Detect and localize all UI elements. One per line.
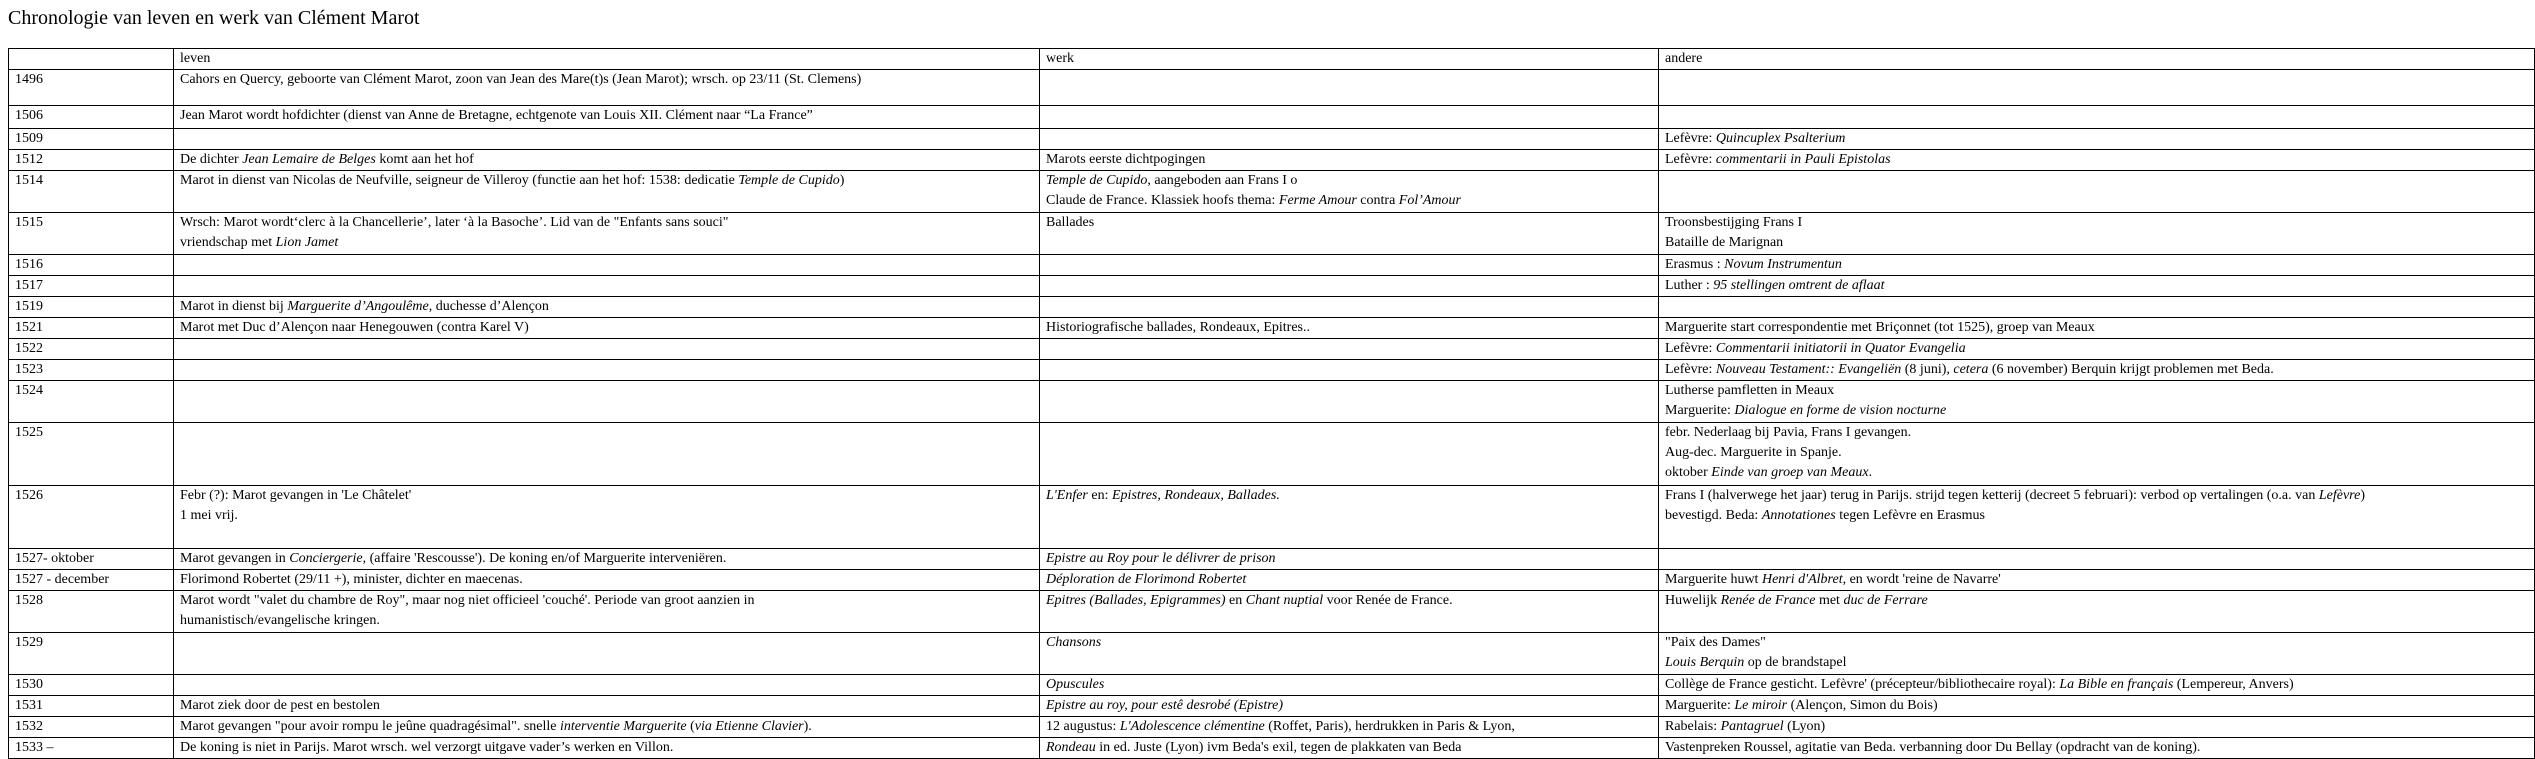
leven-cell bbox=[174, 297, 1040, 318]
werk-cell bbox=[1040, 423, 1659, 486]
text-run: ) bbox=[2360, 488, 2365, 503]
werk-cell bbox=[1040, 318, 1659, 339]
italic-text: Epistre au roy, pour estê desrobé (Epistre) bbox=[1046, 698, 1284, 713]
cell-line bbox=[1046, 591, 1652, 611]
werk-cell bbox=[1040, 106, 1659, 129]
year-cell: 1506 bbox=[9, 106, 174, 129]
werk-cell bbox=[1040, 591, 1659, 633]
cell-line bbox=[1665, 381, 2528, 401]
cell-line bbox=[1046, 150, 1652, 170]
year-cell: 1519 bbox=[9, 297, 174, 318]
cell-line bbox=[1665, 486, 2528, 506]
text-run: Marot gevangen "pour avoir rompu le jeûne quadragésimal". snelle bbox=[180, 719, 560, 734]
table-row bbox=[9, 423, 2535, 486]
text-run: Marguerite: bbox=[1665, 698, 1735, 713]
year-cell: 1527- oktober bbox=[9, 549, 174, 570]
table-row bbox=[9, 255, 2535, 276]
leven-cell bbox=[174, 570, 1040, 591]
text-run: Frans I (halverwege het jaar) terug in Parijs. strijd tegen ketterij (decreet 5 februari): verbod op vertalingen (o.a. van bbox=[1665, 488, 2319, 503]
year-cell: 1521 bbox=[9, 318, 174, 339]
leven-cell bbox=[174, 486, 1040, 549]
year-cell: 1517 bbox=[9, 276, 174, 297]
andere-cell bbox=[1659, 171, 2535, 213]
cell-line bbox=[180, 570, 1033, 590]
table-row bbox=[9, 570, 2535, 591]
italic-text: Commentarii initiatorii in Quator Evangelia bbox=[1715, 341, 1966, 356]
text-run: Lutherse pamfletten in Meaux bbox=[1665, 383, 1835, 398]
italic-text: interventie Marguerite bbox=[559, 719, 687, 734]
table-row bbox=[9, 70, 2535, 106]
cell-line bbox=[180, 297, 1033, 317]
leven-cell bbox=[174, 318, 1040, 339]
cell-line bbox=[180, 696, 1033, 716]
text-run: (6 november) Berquin krijgt problemen met Beda. bbox=[1988, 362, 2274, 377]
text-run: Marguerite start correspondentie met Briçonnet (tot 1525), groep van Meaux bbox=[1665, 320, 2095, 335]
cell-line bbox=[1046, 570, 1652, 590]
year-cell: 1524 bbox=[9, 381, 174, 423]
cell-line bbox=[180, 486, 1033, 506]
leven-cell bbox=[174, 360, 1040, 381]
italic-text: Epistre au Roy pour le délivrer de prison bbox=[1046, 551, 1276, 566]
werk-cell bbox=[1040, 276, 1659, 297]
table-row bbox=[9, 549, 2535, 570]
werk-cell bbox=[1040, 297, 1659, 318]
leven-cell bbox=[174, 106, 1040, 129]
cell-line bbox=[1665, 591, 2528, 611]
leven-cell bbox=[174, 213, 1040, 255]
cell-line bbox=[1665, 653, 2528, 673]
italic-text: Henri d'Albret bbox=[1761, 572, 1843, 587]
text-run: De koning is niet in Parijs. Marot wrsch. wel verzorgt uitgave vader’s werken en Villon. bbox=[180, 740, 674, 755]
text-run: Marot in dienst bij bbox=[180, 299, 288, 314]
werk-cell bbox=[1040, 549, 1659, 570]
year-cell: 1527 - december bbox=[9, 570, 174, 591]
cell-line bbox=[1665, 233, 2528, 253]
text-run: (Lempereur, Anvers) bbox=[2173, 677, 2294, 692]
year-cell: 1516 bbox=[9, 255, 174, 276]
text-run: met bbox=[1815, 593, 1844, 608]
italic-text: Lion Jamet bbox=[275, 235, 339, 250]
text-run: Marot wordt "valet du chambre de Roy", maar nog niet officieel 'couché'. Periode van groot aanzien in bbox=[180, 593, 755, 608]
leven-cell bbox=[174, 339, 1040, 360]
text-run: Marot met Duc d’Alençon naar Henegouwen (contra Karel V) bbox=[180, 320, 529, 335]
text-run: , en wordt 'reine de Navarre' bbox=[1842, 572, 2001, 587]
text-run: Huwelijk bbox=[1665, 593, 1721, 608]
text-run: bevestigd. Beda: bbox=[1665, 508, 1762, 523]
andere-cell bbox=[1659, 423, 2535, 486]
text-run: 12 augustus: bbox=[1046, 719, 1120, 734]
cell-line bbox=[1665, 213, 2528, 233]
italic-text: Einde van groep van Meaux bbox=[1711, 465, 1869, 480]
table-row bbox=[9, 129, 2535, 150]
italic-text: Ferme Amour bbox=[1278, 193, 1357, 208]
leven-cell bbox=[174, 633, 1040, 675]
andere-cell bbox=[1659, 738, 2535, 759]
werk-cell bbox=[1040, 486, 1659, 549]
cell-line bbox=[1046, 486, 1652, 506]
cell-line bbox=[180, 591, 1033, 611]
text-run: Febr (?): Marot gevangen in 'Le Châtelet' bbox=[180, 488, 412, 503]
table-row bbox=[9, 738, 2535, 759]
italic-text: Chant nuptial bbox=[1245, 593, 1324, 608]
cell-line bbox=[1665, 738, 2528, 758]
leven-cell bbox=[174, 423, 1040, 486]
italic-text: La Bible en français bbox=[2059, 677, 2174, 692]
text-run: Lefèvre: bbox=[1665, 152, 1716, 167]
table-row bbox=[9, 171, 2535, 213]
text-run: Vastenpreken Roussel, agitatie van Beda. verbanning door Du Bellay (opdracht van de koning). bbox=[1665, 740, 2201, 755]
italic-text: Opuscules bbox=[1046, 677, 1105, 692]
italic-text: Chansons bbox=[1046, 635, 1102, 650]
italic-text: Louis Berquin bbox=[1665, 655, 1745, 670]
italic-text: Epitres (Ballades, Epigrammes) bbox=[1046, 593, 1226, 608]
italic-text: Annotationes bbox=[1761, 508, 1836, 523]
italic-text: via Etienne Clavier bbox=[694, 719, 804, 734]
cell-line bbox=[180, 171, 1033, 191]
cell-line bbox=[1665, 401, 2528, 421]
cell-line bbox=[1665, 443, 2528, 463]
chronology-table bbox=[8, 48, 2535, 759]
text-run: Historiografische ballades, Rondeaux, Epitres.. bbox=[1046, 320, 1310, 335]
cell-line bbox=[1665, 276, 2528, 296]
year-cell: 1531 bbox=[9, 696, 174, 717]
text-run: Wrsch: Marot wordt‘clerc à la Chancellerie’, later ‘à la Basoche’. Lid van de "Enfants sans souci" bbox=[180, 215, 729, 230]
cell-line bbox=[1046, 318, 1652, 338]
year-cell: 1529 bbox=[9, 633, 174, 675]
table-row bbox=[9, 696, 2535, 717]
cell-line bbox=[1046, 191, 1652, 211]
text-run: Erasmus : bbox=[1665, 257, 1725, 272]
cell-line bbox=[1665, 463, 2528, 483]
text-run: , aangeboden aan Frans I o bbox=[1147, 173, 1298, 188]
andere-cell bbox=[1659, 381, 2535, 423]
table-row bbox=[9, 633, 2535, 675]
italic-text: Jean Lemaire de Belges bbox=[242, 152, 376, 167]
cell-line bbox=[180, 738, 1033, 758]
table-row bbox=[9, 486, 2535, 549]
italic-text: Nouveau Testament:: Evangeliën bbox=[1715, 362, 1902, 377]
andere-cell bbox=[1659, 339, 2535, 360]
text-run: Luther : bbox=[1665, 278, 1714, 293]
italic-text: L'Adolescence clémentine bbox=[1119, 719, 1265, 734]
year-cell: 1530 bbox=[9, 675, 174, 696]
text-run: Marguerite huwt bbox=[1665, 572, 1762, 587]
cell-line bbox=[180, 611, 1033, 631]
italic-text: Temple de Cupido bbox=[1046, 173, 1148, 188]
italic-text: L'Enfer bbox=[1046, 488, 1088, 503]
year-cell: 1514 bbox=[9, 171, 174, 213]
italic-text: Lefèvre bbox=[2318, 488, 2361, 503]
text-run: Claude de France. Klassiek hoofs thema: bbox=[1046, 193, 1279, 208]
andere-cell bbox=[1659, 486, 2535, 549]
cell-line bbox=[1046, 633, 1652, 653]
year-cell: 1533 – bbox=[9, 738, 174, 759]
year-cell: 1525 bbox=[9, 423, 174, 486]
cell-line bbox=[1046, 675, 1652, 695]
leven-cell bbox=[174, 255, 1040, 276]
italic-text: Le miroir bbox=[1734, 698, 1788, 713]
year-cell: 1496 bbox=[9, 70, 174, 106]
andere-cell bbox=[1659, 549, 2535, 570]
andere-cell bbox=[1659, 255, 2535, 276]
italic-text: Fol’Amour bbox=[1398, 193, 1461, 208]
text-run: ) bbox=[839, 173, 845, 188]
cell-line bbox=[180, 506, 1033, 526]
italic-text: Renée de France bbox=[1720, 593, 1816, 608]
andere-cell bbox=[1659, 318, 2535, 339]
text-run: Marots eerste dichtpogingen bbox=[1046, 152, 1206, 167]
cell-line bbox=[1665, 423, 2528, 443]
text-run: De dichter bbox=[180, 152, 243, 167]
text-run: febr. Nederlaag bij Pavia, Frans I gevangen. bbox=[1665, 425, 1912, 440]
cell-line bbox=[1665, 150, 2528, 170]
cell-line bbox=[180, 150, 1033, 170]
header-year bbox=[9, 49, 174, 70]
table-row bbox=[9, 717, 2535, 738]
text-run: 1 mei vrij. bbox=[180, 508, 238, 523]
text-run: tegen Lefèvre en Erasmus bbox=[1835, 508, 1985, 523]
text-run: Marguerite: bbox=[1665, 403, 1735, 418]
text-run: Jean Marot wordt hofdichter (dienst van Anne de Bretagne, echtgenote van Louis XII. Clément naar “La France” bbox=[180, 108, 813, 123]
text-run: en bbox=[1225, 593, 1246, 608]
table-row bbox=[9, 318, 2535, 339]
cell-line bbox=[1665, 318, 2528, 338]
cell-line bbox=[1046, 171, 1652, 191]
leven-cell bbox=[174, 129, 1040, 150]
werk-cell bbox=[1040, 339, 1659, 360]
text-run: Cahors en Quercy, geboorte van Clément Marot, zoon van Jean des Mare(t)s (Jean Marot); wrsch. op 23/11 (St. Clemens) bbox=[180, 72, 862, 87]
cell-line bbox=[180, 213, 1033, 233]
cell-line bbox=[180, 70, 1033, 90]
leven-cell bbox=[174, 738, 1040, 759]
text-run: "Paix des Dames" bbox=[1665, 635, 1766, 650]
cell-line bbox=[1665, 633, 2528, 653]
leven-cell bbox=[174, 717, 1040, 738]
cell-line bbox=[1665, 255, 2528, 275]
italic-text: Quincuplex Psalterium bbox=[1715, 131, 1846, 146]
year-cell: 1515 bbox=[9, 213, 174, 255]
text-run: komt aan het hof bbox=[375, 152, 474, 167]
text-run: Aug-dec. Marguerite in Spanje. bbox=[1665, 445, 1842, 460]
italic-text: Rondeau bbox=[1046, 740, 1096, 755]
leven-cell bbox=[174, 70, 1040, 106]
leven-cell bbox=[174, 150, 1040, 171]
cell-line bbox=[1665, 360, 2528, 380]
text-run: humanistisch/evangelische kringen. bbox=[180, 613, 380, 628]
cell-line bbox=[180, 318, 1033, 338]
cell-line bbox=[180, 106, 1033, 126]
text-run: (Roffet, Paris), herdrukken in Paris & Lyon, bbox=[1264, 719, 1515, 734]
werk-cell bbox=[1040, 70, 1659, 106]
cell-line bbox=[1665, 570, 2528, 590]
andere-cell bbox=[1659, 150, 2535, 171]
text-run: Lefèvre: bbox=[1665, 131, 1716, 146]
italic-text: Déploration de Florimond Robertet bbox=[1046, 572, 1247, 587]
text-run: Rabelais: bbox=[1665, 719, 1721, 734]
text-run: , (affaire 'Rescousse'). De koning en/of Marguerite interveniëren. bbox=[362, 551, 727, 566]
leven-cell bbox=[174, 591, 1040, 633]
andere-cell bbox=[1659, 129, 2535, 150]
italic-text: Dialogue en forme de vision nocturne bbox=[1734, 403, 1947, 418]
header-row bbox=[9, 49, 2535, 70]
italic-text: commentarii in Pauli Epistolas bbox=[1715, 152, 1891, 167]
andere-cell bbox=[1659, 360, 2535, 381]
table-row bbox=[9, 150, 2535, 171]
werk-cell bbox=[1040, 150, 1659, 171]
italic-text: Novum Instrumentun bbox=[1724, 257, 1842, 272]
cell-line bbox=[1665, 717, 2528, 737]
cell-line bbox=[1046, 696, 1652, 716]
cell-line bbox=[1665, 129, 2528, 149]
text-run: Collège de France gesticht. Lefèvre' (précepteur/bibliothecaire royal): bbox=[1665, 677, 2060, 692]
text-run: Bataille de Marignan bbox=[1665, 235, 1784, 250]
text-run: , duchesse d’Alençon bbox=[428, 299, 549, 314]
andere-cell bbox=[1659, 276, 2535, 297]
text-run: Marot gevangen in bbox=[180, 551, 290, 566]
text-run: Marot ziek door de pest en bestolen bbox=[180, 698, 380, 713]
werk-cell bbox=[1040, 213, 1659, 255]
werk-cell bbox=[1040, 738, 1659, 759]
cell-line bbox=[1665, 339, 2528, 359]
leven-cell bbox=[174, 381, 1040, 423]
cell-line bbox=[1046, 213, 1652, 233]
text-run: Marot in dienst van Nicolas de Neufville, seigneur de Villeroy (functie aan het hof: 1538: dedicatie bbox=[180, 173, 739, 188]
andere-cell bbox=[1659, 297, 2535, 318]
leven-cell bbox=[174, 696, 1040, 717]
text-run: Ballades bbox=[1046, 215, 1095, 230]
text-run: ( bbox=[686, 719, 695, 734]
document-title: Chronologie van leven en werk van Clément Marot bbox=[8, 7, 420, 29]
text-run: voor Renée de France. bbox=[1323, 593, 1453, 608]
cell-line bbox=[1665, 506, 2528, 526]
year-cell: 1512 bbox=[9, 150, 174, 171]
leven-cell bbox=[174, 171, 1040, 213]
italic-text: cetera bbox=[1953, 362, 1989, 377]
text-run: oktober bbox=[1665, 465, 1712, 480]
year-cell: 1522 bbox=[9, 339, 174, 360]
werk-cell bbox=[1040, 570, 1659, 591]
andere-cell bbox=[1659, 717, 2535, 738]
text-run: op de brandstapel bbox=[1744, 655, 1847, 670]
andere-cell bbox=[1659, 591, 2535, 633]
text-run: in ed. Juste (Lyon) ivm Beda's exil, tegen de plakkaten van Beda bbox=[1095, 740, 1462, 755]
andere-cell bbox=[1659, 633, 2535, 675]
header-leven: leven bbox=[174, 49, 1040, 70]
text-run: Lefèvre: bbox=[1665, 341, 1716, 356]
cell-line bbox=[1046, 717, 1652, 737]
table-row bbox=[9, 213, 2535, 255]
year-cell: 1528 bbox=[9, 591, 174, 633]
andere-cell bbox=[1659, 570, 2535, 591]
text-run: Florimond Robertet (29/11 +), minister, dichter en maecenas. bbox=[180, 572, 523, 587]
table-row bbox=[9, 297, 2535, 318]
text-run: vriendschap met bbox=[180, 235, 276, 250]
italic-text: Epistres, Rondeaux, Ballades. bbox=[1112, 488, 1280, 503]
andere-cell bbox=[1659, 696, 2535, 717]
text-run: Troonsbestijging Frans I bbox=[1665, 215, 1803, 230]
text-run: (Lyon) bbox=[1783, 719, 1826, 734]
table-row bbox=[9, 339, 2535, 360]
werk-cell bbox=[1040, 129, 1659, 150]
text-run: . bbox=[1868, 465, 1873, 480]
leven-cell bbox=[174, 675, 1040, 696]
italic-text: 95 stellingen omtrent de aflaat bbox=[1713, 278, 1885, 293]
andere-cell bbox=[1659, 106, 2535, 129]
cell-line bbox=[1665, 696, 2528, 716]
table-row bbox=[9, 106, 2535, 129]
cell-line bbox=[180, 233, 1033, 253]
header-werk: werk bbox=[1040, 49, 1659, 70]
werk-cell bbox=[1040, 255, 1659, 276]
text-run: contra bbox=[1356, 193, 1399, 208]
table-row bbox=[9, 381, 2535, 423]
leven-cell bbox=[174, 276, 1040, 297]
cell-line bbox=[180, 717, 1033, 737]
andere-cell bbox=[1659, 675, 2535, 696]
andere-cell bbox=[1659, 70, 2535, 106]
werk-cell bbox=[1040, 717, 1659, 738]
cell-line bbox=[1665, 675, 2528, 695]
year-cell: 1532 bbox=[9, 717, 174, 738]
werk-cell bbox=[1040, 696, 1659, 717]
werk-cell bbox=[1040, 360, 1659, 381]
table-row bbox=[9, 591, 2535, 633]
italic-text: Marguerite d’Angoulême bbox=[287, 299, 429, 314]
cell-line bbox=[1046, 549, 1652, 569]
italic-text: Pantagruel bbox=[1720, 719, 1784, 734]
table-row bbox=[9, 675, 2535, 696]
table-row bbox=[9, 360, 2535, 381]
text-run: (8 juni), bbox=[1901, 362, 1954, 377]
text-run: Lefèvre: bbox=[1665, 362, 1716, 377]
italic-text: Temple de Cupido bbox=[738, 173, 840, 188]
werk-cell bbox=[1040, 381, 1659, 423]
year-cell: 1523 bbox=[9, 360, 174, 381]
text-run: en: bbox=[1087, 488, 1112, 503]
year-cell: 1526 bbox=[9, 486, 174, 549]
werk-cell bbox=[1040, 171, 1659, 213]
year-cell: 1509 bbox=[9, 129, 174, 150]
italic-text: duc de Ferrare bbox=[1843, 593, 1928, 608]
table-row bbox=[9, 276, 2535, 297]
header-andere: andere bbox=[1659, 49, 2535, 70]
italic-text: Conciergerie bbox=[289, 551, 363, 566]
cell-line bbox=[180, 549, 1033, 569]
leven-cell bbox=[174, 549, 1040, 570]
text-run: (Alençon, Simon du Bois) bbox=[1787, 698, 1938, 713]
cell-line bbox=[1046, 738, 1652, 758]
text-run: ). bbox=[803, 719, 812, 734]
werk-cell bbox=[1040, 675, 1659, 696]
werk-cell bbox=[1040, 633, 1659, 675]
andere-cell bbox=[1659, 213, 2535, 255]
